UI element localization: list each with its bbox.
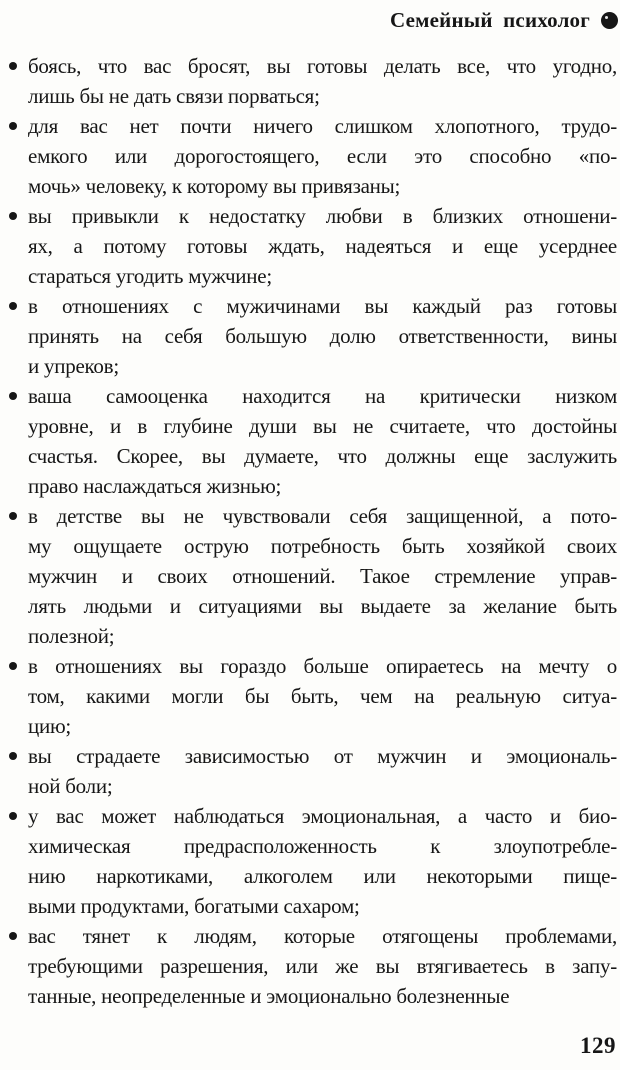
text-line: том, какими могли бы быть, чем на реальную ситуа-: [28, 684, 617, 708]
text-line: ваша самооценка находится на критически низком: [28, 384, 617, 408]
text-line: счастья. Скорее, вы думаете, что должны еще заслужить: [28, 444, 617, 468]
text-line: мочь» человеку, к которому вы привязаны;: [28, 174, 401, 198]
running-head-title: Семейный психолог: [390, 7, 590, 32]
bullet-icon: [9, 122, 17, 130]
bullet-icon: [9, 212, 17, 220]
list-item: [8, 651, 617, 741]
bullet-list: [8, 51, 617, 1011]
bullet-text: [28, 201, 617, 291]
chapter-dot-icon: [601, 12, 618, 29]
text-line: ной боли;: [28, 774, 113, 798]
list-item: [8, 381, 617, 501]
bullet-text: [28, 111, 617, 201]
list-item: [8, 501, 617, 651]
bullet-text: [28, 741, 617, 801]
text-line: полезной;: [28, 624, 115, 648]
list-item: [8, 801, 617, 921]
text-line: лять людьми и ситуациями вы выдаете за желание быть: [28, 594, 617, 618]
text-line: в отношениях вы гораздо больше опираетесь на мечту о: [28, 654, 617, 678]
text-line: мужчин и своих отношений. Такое стремление управ-: [28, 564, 617, 588]
bullet-text: [28, 381, 617, 501]
bullet-icon: [9, 932, 17, 940]
text-line: выми продуктами, богатыми сахаром;: [28, 894, 360, 918]
text-line: вы привыкли к недостатку любви в близких отношени-: [28, 204, 617, 228]
text-line: вы страдаете зависимостью от мужчин и эмоциональ-: [28, 744, 617, 768]
text-line: и упреков;: [28, 354, 119, 378]
text-line: уровне, и в глубине души вы не считаете, что достойны: [28, 414, 617, 438]
bullet-icon: [9, 662, 17, 670]
text-line: химическая предрасположенность к злоупотребле-: [28, 834, 617, 858]
text-line: право наслаждаться жизнью;: [28, 474, 282, 498]
bullet-icon: [9, 752, 17, 760]
text-line: стараться угодить мужчине;: [28, 264, 272, 288]
bullet-icon: [9, 302, 17, 310]
text-line: цию;: [28, 714, 71, 738]
bullet-icon: [9, 392, 17, 400]
text-line: емкого или дорогостоящего, если это способно «по-: [28, 144, 617, 168]
list-item: [8, 201, 617, 291]
text-line: в детстве вы не чувствовали себя защищенной, а пото-: [28, 504, 617, 528]
text-line: для вас нет почти ничего слишком хлопотного, трудо-: [28, 114, 617, 138]
bullet-icon: [9, 512, 17, 520]
list-item: [8, 111, 617, 201]
bullet-text: [28, 801, 617, 921]
bullet-icon: [9, 62, 17, 70]
text-line: в отношениях с мужичинами вы каждый раз готовы: [28, 294, 617, 318]
bullet-text: [28, 921, 617, 1011]
text-line: требующими разрешения, или же вы втягиваетесь в запу-: [28, 954, 617, 978]
text-line: нию наркотиками, алкоголем или некоторыми пище-: [28, 864, 617, 888]
text-line: лишь бы не дать связи порваться;: [28, 84, 320, 108]
bullet-text: [28, 291, 617, 381]
list-item: [8, 921, 617, 1011]
list-item: [8, 51, 617, 111]
bullet-text: [28, 651, 617, 741]
text-line: вас тянет к людям, которые отягощены проблемами,: [28, 924, 617, 948]
bullet-text: [28, 51, 617, 111]
text-line: принять на себя большую долю ответственности, вины: [28, 324, 617, 348]
page-header: [0, 4, 618, 36]
bullet-text: [28, 501, 617, 651]
text-line: ях, а потому готовы ждать, надеяться и еще усерднее: [28, 234, 617, 258]
list-item: [8, 291, 617, 381]
text-line: у вас может наблюдаться эмоциональная, а часто и био-: [28, 804, 617, 828]
list-item: [8, 741, 617, 801]
bullet-icon: [9, 812, 17, 820]
text-line: танные, неопределенные и эмоционально болезненные: [28, 984, 510, 1008]
page-number: 129: [580, 1033, 616, 1058]
text-line: боясь, что вас бросят, вы готовы делать все, что угодно,: [28, 54, 617, 78]
text-line: му ощущаете острую потребность быть хозяйкой своих: [28, 534, 617, 558]
